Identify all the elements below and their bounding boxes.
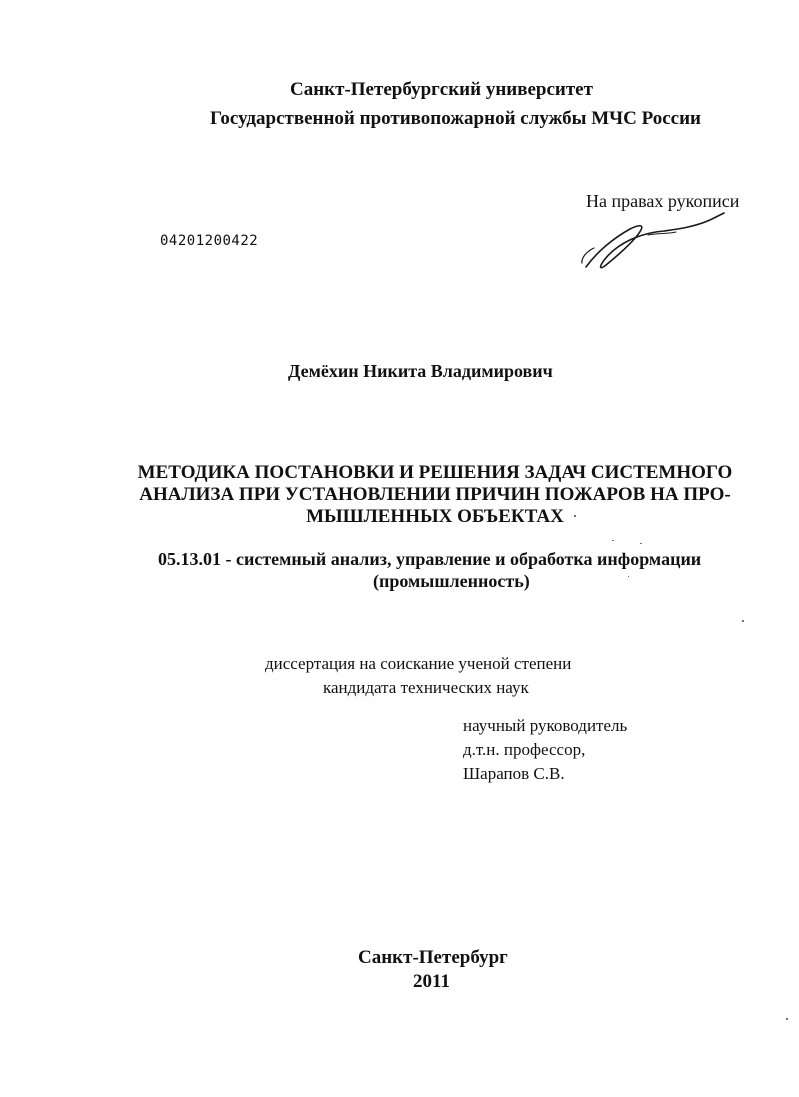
scan-speck	[612, 540, 614, 541]
year: 2011	[413, 971, 450, 992]
title-line: АНАЛИЗА ПРИ УСТАНОВЛЕНИИ ПРИЧИН ПОЖАРОВ НА ПРО-	[139, 484, 731, 505]
title-line: МЫШЛЕННЫХ ОБЪЕКТАХ	[306, 506, 564, 527]
supervisor-rank: д.т.н. профессор,	[463, 740, 586, 759]
specialty-code-line: 05.13.01 - системный анализ, управление и обработка информации	[158, 549, 702, 569]
dissertation-title	[130, 462, 740, 528]
degree-line2: кандидата технических наук	[323, 678, 529, 697]
registration-number: 04201200422	[160, 233, 259, 249]
degree-line1: диссертация на соискание ученой степени	[265, 654, 572, 673]
scan-speck	[742, 620, 744, 622]
university-name-line1: Санкт-Петербургский университет	[290, 79, 593, 100]
handwritten-signature	[578, 205, 728, 275]
supervisor-name: Шарапов С.В.	[463, 764, 565, 783]
city: Санкт-Петербург	[358, 947, 508, 968]
title-line: МЕТОДИКА ПОСТАНОВКИ И РЕШЕНИЯ ЗАДАЧ СИСТЕМНОГО	[137, 462, 733, 483]
scan-speck	[628, 576, 629, 577]
manuscript-rights-note: На правах рукописи	[586, 191, 740, 211]
author-name: Демёхин Никита Владимирович	[288, 361, 553, 381]
scan-speck	[786, 1018, 788, 1020]
supervisor-role: научный руководитель	[463, 716, 628, 735]
specialty-branch-line: (промышленность)	[373, 571, 530, 591]
scan-speck	[574, 515, 576, 517]
university-name-line2: Государственной противопожарной службы МЧС России	[210, 108, 701, 129]
scan-speck	[640, 543, 642, 544]
